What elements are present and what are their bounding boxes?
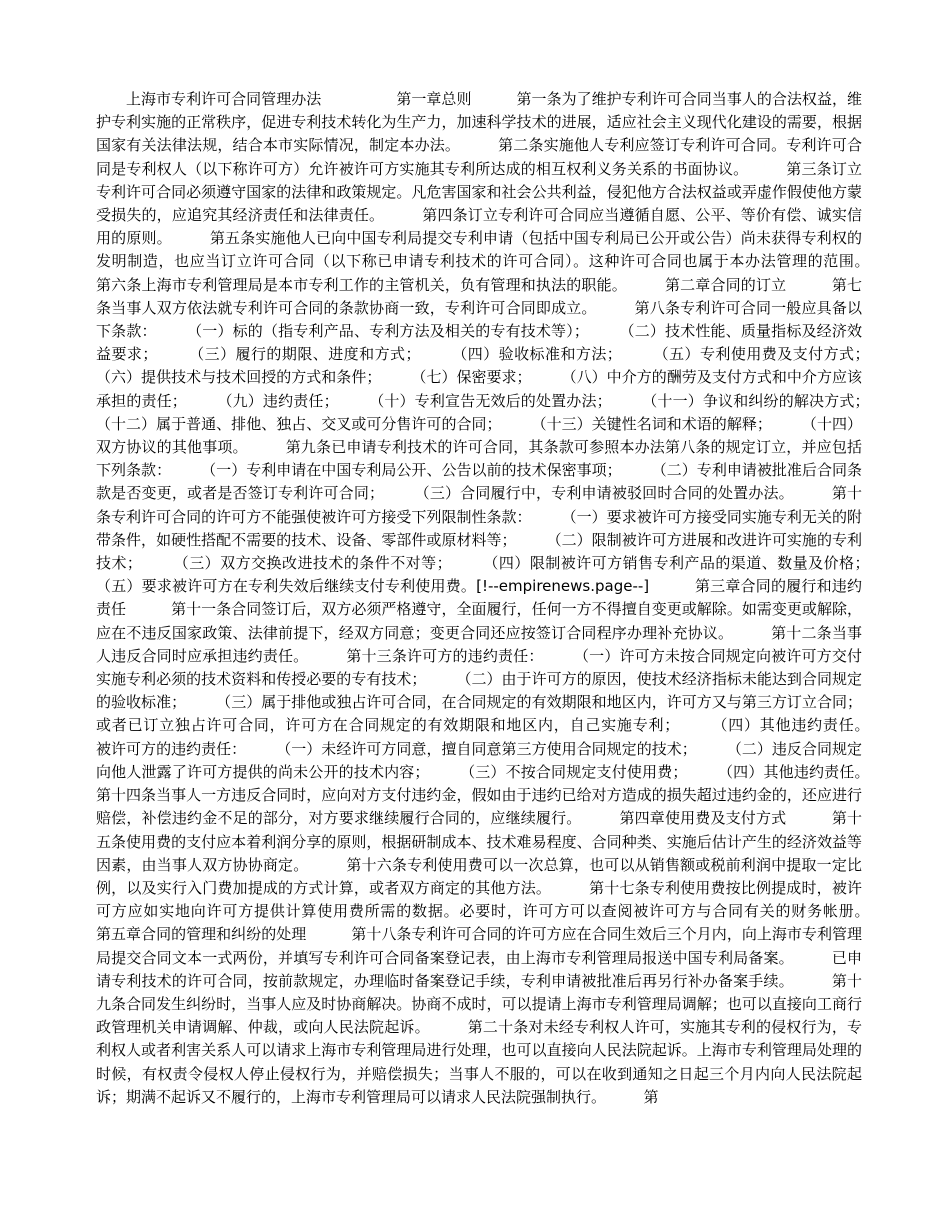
document-page [96,88,908,1109]
document-body-text: 上海市专利许可合同管理办法 第一章总则 第一条为了维护专利许可合同当事人的合法权益，维护专利实施的正常秩序，促进专利技术转化为生产力，加速科学技术的进展，适应社会主义现代化建设的需要，根据国家有关法律法规，结合本市实际情况，制定本办法。 第二条实施他人专利应签订专利许可合同。专利许可合同是专利权人（以下称许可方）允许被许可方实施其专利所达成的相互权利义务关系的书面协议。 第三条订立专利许可合同必须遵守国家的法律和政策规定。凡危害国家和社会公共利益，侵犯他方合法权益或弄虚作假使他方蒙受损失的，应追究其经济责任和法律责任。 第四条订立专利许可合同应当遵循自愿、公平、等价有偿、诚实信用的原则。 第五条实施他人已向中国专利局提交专利申请（包括中国专利局已公开或公告）尚未获得专利权的发明制造，也应当订立许可合同（以下称已申请专利技术的许可合同）。这种许可合同也属于本办法管理的范围。 第六条上海市专利管理局是本市专利工作的主管机关，负有管理和执法的职能。 第二章合同的订立 第七条当事人双方依法就专利许可合同的条款协商一致，专利许可合同即成立。 第八条专利许可合同一般应具备以下条款： （一）标的（指专利产品、专利方法及相关的专有技术等）； （二）技术性能、质量指标及经济效益要求； （三）履行的期限、进度和方式； （四）验收标准和方法； （五）专利使用费及支付方式； （六）提供技术与技术回授的方式和条件； （七）保密要求； （八）中介方的酬劳及支付方式和中介方应该承担的责任； （九）违约责任； （十）专利宣告无效后的处置办法； （十一）争议和纠纷的解决方式； （十二）属于普通、排他、独占、交叉或可分售许可的合同； （十三）关键性名词和术语的解释； （十四）双方协议的其他事项。 第九条已申请专利技术的许可合同，其条款可参照本办法第八条的规定订立，并应包括下列条款： （一）专利申请在中国专利局公开、公告以前的技术保密事项； （二）专利申请被批准后合同条款是否变更，或者是否签订专利许可合同； （三）合同履行中，专利申请被驳回时合同的处置办法。 第十条专利许可合同的许可方不能强使被许可方接受下列限制性条款： （一）要求被许可方接受同实施专利无关的附带条件，如硬性搭配不需要的技术、设备、零部件或原材料等； （二）限制被许可方进展和改进许可实施的专利技术； （三）双方交换改进技术的条件不对等； （四）限制被许可方销售专利产品的渠道、数量及价格； （五）要求被许可方在专利失效后继续支付专利使用费。[!--empirenews.page--] 第三章合同的履行和违约责任 第十一条合同签订后，双方必须严格遵守，全面履行，任何一方不得擅自变更或解除。如需变更或解除，应在不违反国家政策、法律前提下，经双方同意；变更合同还应按签订合同程序办理补充协议。 第十二条当事人违反合同时应承担违约责任。 第十三条许可方的违约责任： （一）许可方未按合同规定向被许可方交付实施专利必须的技术资料和传授必要的专有技术； （二）由于许可方的原因，使技术经济指标未能达到合同规定的验收标准； （三）属于排他或独占许可合同，在合同规定的有效期限和地区内，许可方又与第三方订立合同；或者已订立独占许可合同，许可方在合同规定的有效期限和地区内，自己实施专利； （四）其他违约责任。 被许可方的违约责任： （一）未经许可方同意，擅自同意第三方使用合同规定的技术； （二）违反合同规定向他人泄露了许可方提供的尚未公开的技术内容； （三）不按合同规定支付使用费； （四）其他违约责任。 第十四条当事人一方违反合同时，应向对方支付违约金，假如由于违约已给对方造成的损失超过违约金的，还应进行赔偿，补偿违约金不足的部分，对方要求继续履行合同的，应继续履行。 第四章使用费及支付方式 第十五条使用费的支付应本着利润分享的原则，根据研制成本、技术难易程度、合同种类、实施后估计产生的经济效益等因素，由当事人双方协协商定。 第十六条专利使用费可以一次总算，也可以从销售额或税前利润中提取一定比例，以及实行入门费加提成的方式计算，或者双方商定的其他方法。 第十七条专利使用费按比例提成时，被许可方应如实地向许可方提供计算使用费所需的数据。必要时，许可方可以查阅被许可方与合同有关的财务帐册。 第五章合同的管理和纠纷的处理 第十八条专利许可合同的许可方应在合同生效后三个月内，向上海市专利管理局提交合同文本一式两份，并填写专利许可合同备案登记表，由上海市专利管理局报送中国专利局备案。 已申请专利技术的许可合同，按前款规定，办理临时备案登记手续，专利申请被批准后再另行补办备案手续。 第十九条合同发生纠纷时，当事人应及时协商解决。协商不成时，可以提请上海市专利管理局调解；也可以直接向工商行政管理机关申请调解、仲裁，或向人民法院起诉。 第二十条对未经专利权人许可，实施其专利的侵权行为，专利权人或者利害关系人可以请求上海市专利管理局进行处理，也可以直接向人民法院起诉。上海市专利管理局处理的时候，有权责令侵权人停止侵权行为，并赔偿损失；当事人不服的，可以在收到通知之日起三个月内向人民法院起诉；期满不起诉又不履行的，上海市专利管理局可以请求人民法院强制执行。 第 [96,90,908,1106]
